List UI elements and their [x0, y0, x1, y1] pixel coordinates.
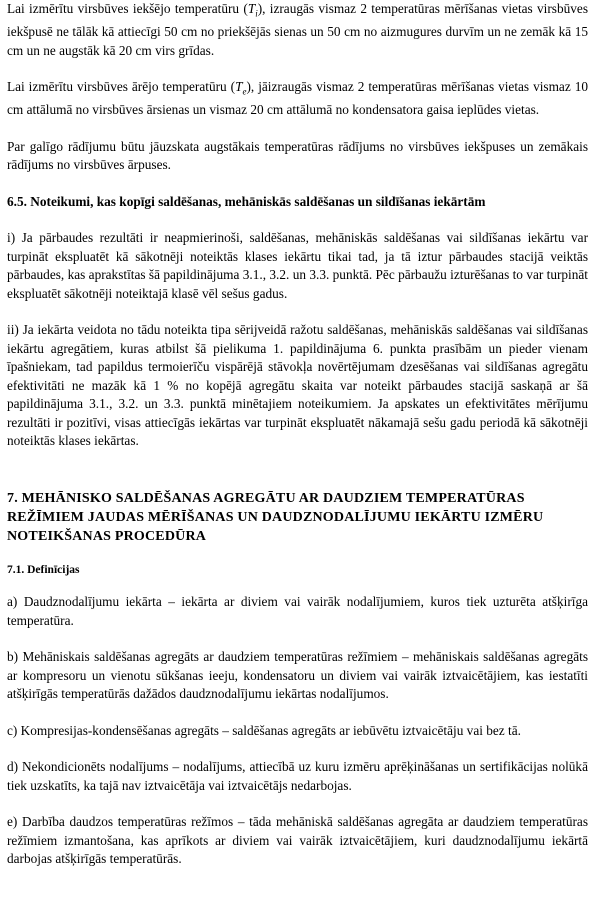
symbol-subscript-e: e [242, 86, 247, 97]
paragraph-external-temperature [7, 78, 588, 120]
text-run: ), jāizraugās vismaz 2 temperatūras mērīšanas vietas vismaz 10 cm attālumā no virsbūves ārsienas un vismaz 20 cm attālumā no kondensatora gaisa ieplūdes vietas. [7, 79, 588, 118]
definition-c: c) Kompresijas-kondensēšanas agregāts – saldēšanas agregāts ar iebūvētu iztvaicētāju vai bez tā. [7, 722, 521, 738]
section-heading-6-5: 6.5. Noteikumi, kas kopīgi saldēšanas, mehāniskās saldēšanas un sildīšanas iekārtām [7, 193, 486, 209]
definition-d: d) Nekondicionēts nodalījums – nodalījums, attiecībā uz kuru izmēru aprēķināšanas un sertifikācijas nolūkā tiek uzskatīts, ka tajā nav iztvaicētāja vai iztvaicētājs nedarbojas. [7, 759, 588, 793]
chapter-heading-7: 7. MEHĀNISKO SALDĒŠANAS AGREGĀTU AR DAUDZIEM TEMPERATŪRAS REŽĪMIEM JAUDAS MĒRĪŠANAS UN DAUDZNODALĪJUMU IEKĀRTU IZMĒRU NOTEIKŠANAS PROCEDŪRA [7, 490, 544, 544]
symbol-T: T [235, 79, 243, 95]
definition-a: a) Daudznodalījumu iekārta – iekārta ar diviem vai vairāk nodalījumiem, kuros tiek uzturēta atšķirīga temperatūra. [7, 594, 588, 628]
text-run: Lai izmērītu virsbūves ārējo temperatūru ( [7, 79, 236, 95]
section-6-5-item-ii: ii) Ja iekārta veidota no tādu noteikta tipa sērijveidā ražotu saldēšanas, mehāniskās saldēšanas vai sildīšanas iekārtu agregātiem, kuras atbilst šā pielikuma 1. papildinājuma 6. punkta prasībām un pieder vienam īpašniekam, tad papildus termoierīču vispārējā stāvokļa novērtējumam dzesēšanas vai sildīšanas agregātu efektivitāti ne mazāk kā 1 % no kopējā agregātu skaita var noteikt pārbaudes stacijā saskaņā ar šā papildinājuma 3.1., 3.2. un 3.3. punktā minētajiem noteikumiem. Ja apskates un efektivitātes mērījumu rezultāti ir pozitīvi, visas attiecīgās iekārtas var turpināt ekspluatēt nākamajā sešu gadu periodā kā sākotnēji noteiktās klases iekārtas. [7, 322, 588, 449]
paragraph-internal-temperature [7, 0, 588, 60]
text-run: Lai izmērītu virsbūves iekšējo temperatūru ( [7, 1, 248, 16]
paragraph-final-reading: Par galīgo rādījumu būtu jāuzskata augstākais temperatūras rādījums no virsbūves iekšpuses un zemākais rādījums no virsbūves ārpuses. [7, 138, 588, 173]
definition-b: b) Mehāniskais saldēšanas agregāts ar daudziem temperatūras režīmiem – mehāniskais saldēšanas agregāts ar kompresoru un vienotu sūkšanas ieeju, kondensatoru un diviem vai vairāk iztvaicētājiem, kas iestatīti atšķirīgās temperatūrās dažādos daudznodalījumu iekārtas nodalījumos. [7, 649, 588, 702]
symbol-T: T [247, 1, 256, 16]
section-6-5-item-i: i) Ja pārbaudes rezultāti ir neapmierinoši, saldēšanas, mehāniskās saldēšanas vai sildīšanas iekārtu var turpināt ekspluatēt kā sākotnēji noteiktās klases iekārtu tikai tad, ja tā iztur pārbaudes stacijā veiktās pārbaudes, kas aprakstītas šā papildinājuma 3.1., 3.2. un 3.3. punktā. Pēc pārbaužu izturēšanas to var turpināt ekspluatēt sākotnēji noteiktajā klasē vēl sešus gadus. [7, 230, 588, 301]
subsection-heading-7-1: 7.1. Definīcijas [7, 563, 80, 576]
definition-e: e) Darbība daudzos temperatūras režīmos – tāda mehāniskā saldēšanas agregāta ar daudziem temperatūras režīmiem izmantošana, kas aprīkots ar diviem vai vairāk iztvaicētājiem, kuri daudznodalījumu iekārtā darbojas atšķirīgās temperatūrās. [7, 814, 588, 867]
document-page [7, 0, 588, 869]
symbol-subscript-i: i [255, 8, 258, 19]
text-run: ), izraugās vismaz 2 temperatūras mērīšanas vietas virsbūves iekšpusē ne tālāk kā attiecīgi 50 cm no priekšējās sienas un 50 cm no aizmugures durvīm un ne zemāk kā 15 cm un ne augstāk kā 20 cm virs grīdas. [7, 1, 588, 58]
